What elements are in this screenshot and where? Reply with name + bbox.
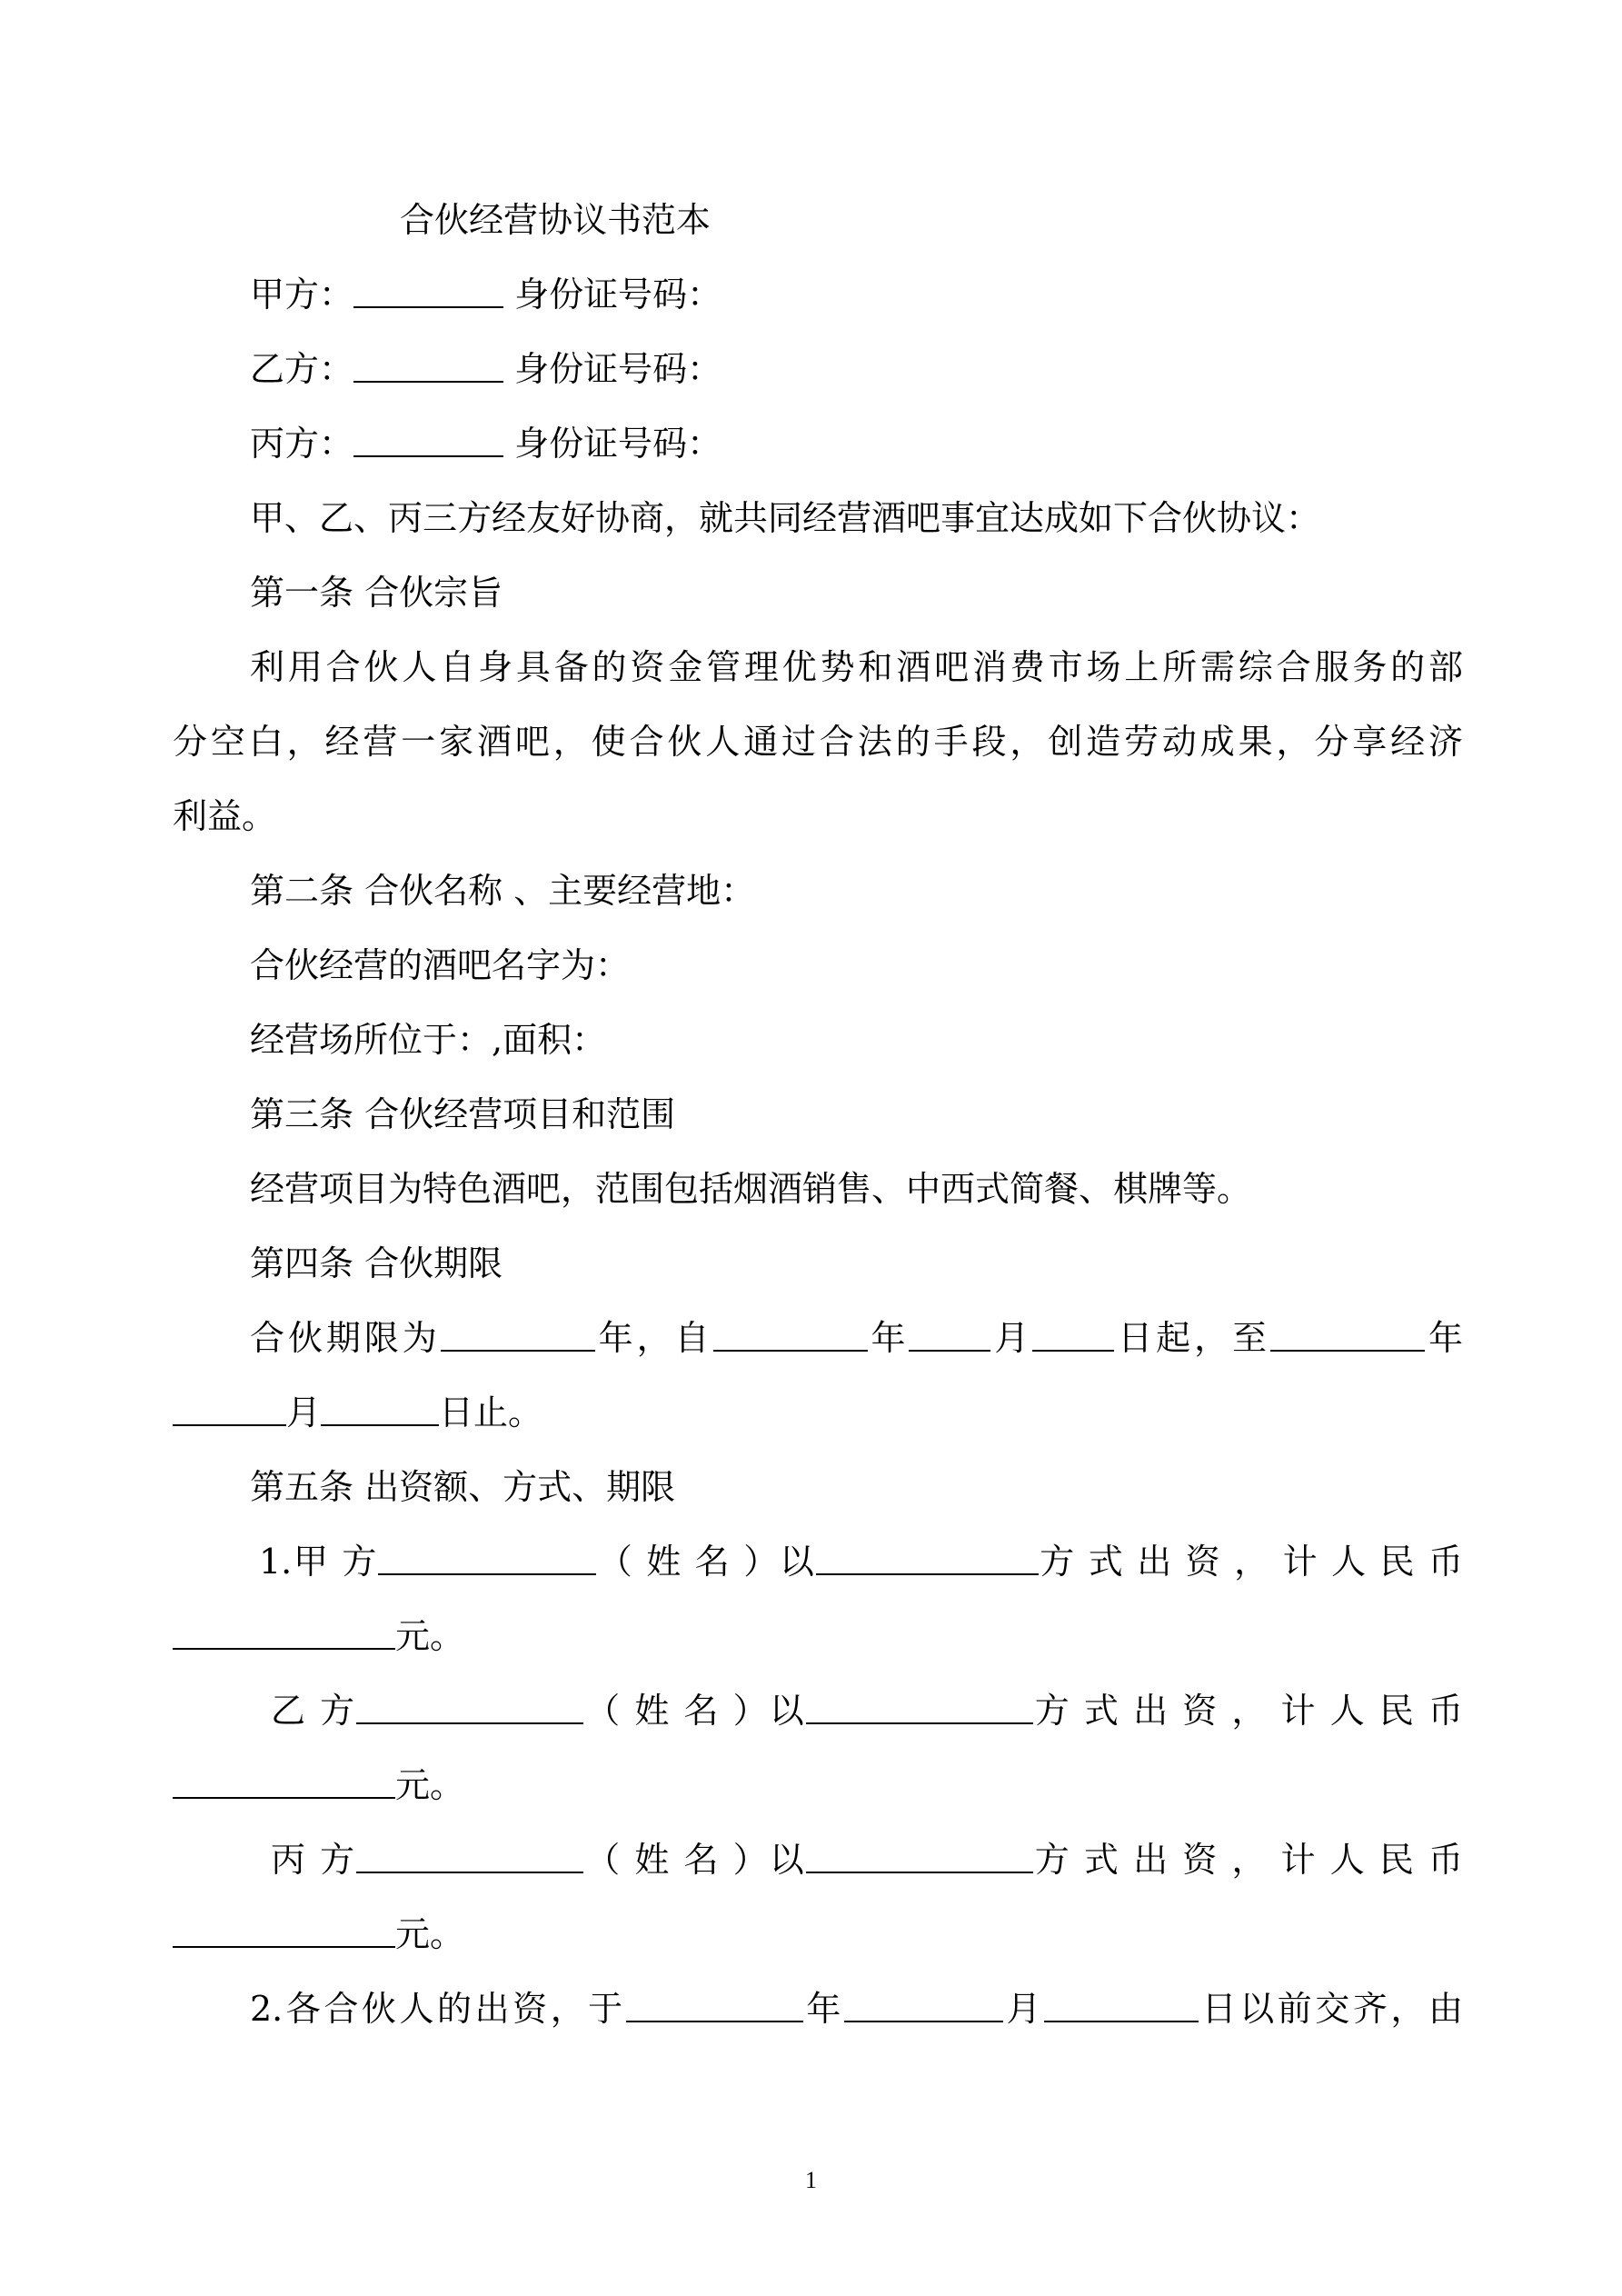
party-b-label: 乙方：: [250, 349, 354, 389]
party-b-line: [250, 348, 1463, 390]
term-text-2: 年，自: [594, 1318, 713, 1358]
term-text-1: 合伙期限为: [250, 1318, 441, 1358]
article1-line-2: 分空白，经营一家酒吧，使合伙人通过合法的手段，创造劳动成果，分享经济: [173, 722, 1463, 762]
item2-text-1: 2.各合伙人的出资，于: [250, 1989, 626, 2029]
contribution-c-name-note: （ 姓 名 ）以: [583, 1840, 806, 1880]
contribution-c-method: 方 式 出 资 ， 计 人 民 币: [1032, 1840, 1463, 1880]
contribution-c-amount-blank: [173, 1913, 395, 1948]
article2-location-line: 经营场所位于：,面积：: [250, 1020, 607, 1060]
article5-heading: 第五条 出资额、方式、期限: [250, 1467, 676, 1507]
item2-day-blank: [1044, 1988, 1199, 2022]
item2-text-2: 年: [802, 1989, 844, 2029]
contribution-c-method-blank: [806, 1839, 1033, 1873]
article3-heading: 第三条 合伙经营项目和范围: [250, 1094, 676, 1134]
party-a-name-blank: [353, 274, 503, 308]
term-text-4: 月: [990, 1318, 1033, 1358]
contribution-a-name-note: （ 姓 名 ）以: [596, 1542, 816, 1582]
preamble: 甲、乙、丙三方经友好协商，就共同经营酒吧事宜达成如下合伙协议：: [250, 498, 1321, 538]
start-day-blank: [1032, 1317, 1114, 1352]
term-text-3: 年: [867, 1318, 910, 1358]
page-number: 1: [805, 2167, 817, 2193]
contribution-a-party: 甲 方: [292, 1542, 379, 1582]
end-year-blank: [1270, 1317, 1425, 1352]
party-c-name-blank: [353, 423, 503, 457]
article2-name-line: 合伙经营的酒吧名字为：: [250, 945, 631, 985]
article4-term-line: [250, 1317, 1463, 1359]
party-c-label: 丙方：: [250, 424, 354, 464]
contribution-b-name-note: （ 姓 名 ）以: [583, 1691, 806, 1731]
term-text-6: 年: [1425, 1318, 1463, 1358]
contribution-b-method: 方 式 出 资 ， 计 人 民 币: [1032, 1691, 1463, 1731]
article1-line-1: 利用合伙人自身具备的资金管理优势和酒吧消费市场上所需综合服务的部: [250, 647, 1463, 687]
party-a-line: [250, 274, 1463, 315]
article4-heading: 第四条 合伙期限: [250, 1243, 503, 1283]
party-c-line: [250, 423, 1463, 464]
start-month-blank: [909, 1317, 990, 1352]
contribution-b-line: [271, 1690, 1463, 1732]
item2-text-4: 日以前交齐，由: [1199, 1989, 1463, 2029]
party-c-id-label: 身份证号码：: [514, 424, 722, 464]
party-a-label: 甲方：: [250, 275, 354, 314]
document-title: 合伙经营协议书范本: [400, 200, 711, 240]
article5-item2-line: [250, 1988, 1463, 2030]
contribution-a-method-blank: [816, 1541, 1039, 1575]
contribution-a-unit: 元。: [395, 1616, 465, 1656]
start-year-blank: [713, 1317, 868, 1352]
item2-year-blank: [626, 1988, 803, 2022]
contribution-c-amount-line: [173, 1913, 1463, 1955]
term-text-8: 日止。: [439, 1393, 543, 1433]
party-b-id-label: 身份证号码：: [514, 349, 722, 389]
contribution-b-unit: 元。: [395, 1765, 465, 1805]
article2-heading: 第二条 合伙名称 、主要经营地：: [250, 871, 756, 911]
contribution-c-name-blank: [356, 1839, 583, 1873]
article3-text: 经营项目为特色酒吧，范围包括烟酒销售、中西式简餐、棋牌等。: [250, 1169, 1252, 1209]
contribution-c-line: [271, 1839, 1463, 1881]
item2-text-3: 月: [1002, 1989, 1045, 2029]
contribution-b-name-blank: [356, 1690, 583, 1724]
contribution-a-line: [259, 1541, 1463, 1582]
term-years-blank: [441, 1317, 595, 1352]
contribution-b-amount-blank: [173, 1764, 395, 1799]
article1-line-3: 利益。: [173, 796, 277, 836]
contribution-a-method: 方 式 出 资 ， 计 人 民 币: [1038, 1542, 1463, 1582]
term-text-7: 月: [286, 1393, 322, 1433]
party-a-id-label: 身份证号码：: [514, 275, 722, 314]
item1-number: 1.: [259, 1542, 293, 1582]
article1-heading: 第一条 合伙宗旨: [250, 573, 503, 613]
contribution-b-method-blank: [806, 1690, 1033, 1724]
contribution-c-party: 丙 方: [271, 1840, 357, 1880]
contribution-a-amount-line: [173, 1615, 1463, 1657]
contribution-b-party: 乙 方: [271, 1691, 357, 1731]
contribution-c-unit: 元。: [395, 1914, 465, 1954]
contribution-a-name-blank: [378, 1541, 596, 1575]
end-day-blank: [321, 1392, 439, 1426]
article4-term-line-2: [173, 1392, 1463, 1433]
item2-month-blank: [844, 1988, 1003, 2022]
end-month-blank: [173, 1392, 286, 1426]
term-text-5: 日起，至: [1114, 1318, 1270, 1358]
contribution-a-amount-blank: [173, 1615, 395, 1650]
party-b-name-blank: [353, 348, 503, 383]
contribution-b-amount-line: [173, 1764, 1463, 1806]
